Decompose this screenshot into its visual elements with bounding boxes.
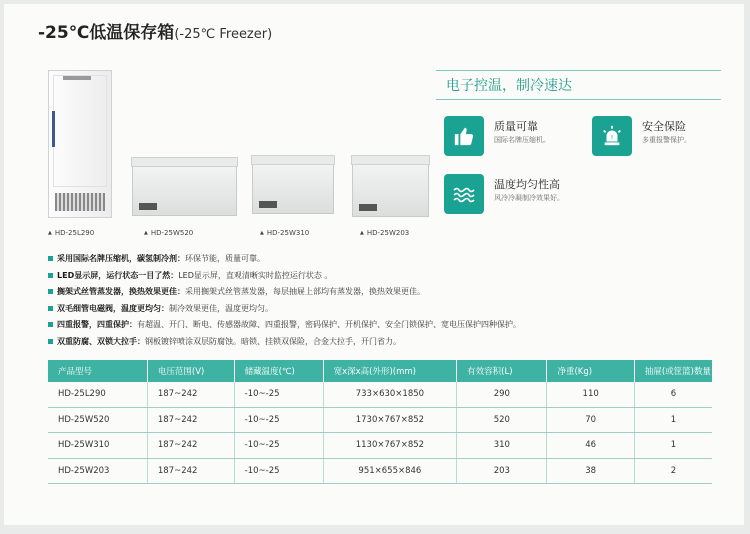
feature-title: 质量可靠 (494, 120, 538, 133)
column-header: 有效容积(L) (457, 360, 547, 382)
page-title (38, 18, 272, 43)
table-cell: 203 (457, 458, 547, 484)
feature-bullet-list (48, 251, 708, 351)
table-cell: 290 (457, 382, 547, 407)
feature-desc: 国际名牌压缩机。 (494, 136, 550, 144)
table-cell: 38 (547, 458, 634, 484)
feature-title: 温度均匀性高 (494, 178, 560, 191)
column-header: 抽屉(或筐篮)数量 (634, 360, 712, 382)
table-cell: 520 (457, 407, 547, 433)
table-cell: -10~-25 (234, 382, 323, 407)
table-cell: 1 (634, 407, 712, 433)
product-caption: ▲ HD-25W520 (144, 229, 193, 237)
bullet-item: 双重防腐、双锁大拉手：钢板镀锌喷涂双层防腐蚀。暗锁、挂锁双保险，合金大拉手，开门省力。 (48, 334, 708, 351)
table-cell: 1730×767×852 (323, 407, 457, 433)
bullet-item: 搁架式丝管蒸发器，换热效果更佳：采用搁架式丝管蒸发器，每层抽屉上部均有蒸发器，换热效果更佳。 (48, 284, 708, 301)
table-cell: 187~242 (147, 433, 234, 459)
table-cell: 310 (457, 433, 547, 459)
chest-freezer-image (252, 160, 334, 214)
product-caption: ▲ HD-25W203 (360, 229, 409, 237)
bullet-item: LED显示屏，运行状态一目了然：LED显示屏，直观清晰实时监控运行状态 。 (48, 268, 708, 285)
feature-title: 安全保险 (642, 120, 686, 133)
column-header: 产品型号 (48, 360, 147, 382)
brochure-page (4, 4, 744, 525)
column-header: 宽x深x高(外形)(mm) (323, 360, 457, 382)
table-cell: HD-25W310 (48, 433, 147, 459)
table-cell: 2 (634, 458, 712, 484)
spec-table (48, 360, 712, 484)
upright-freezer-image (48, 70, 112, 218)
feature-desc: 多重报警保护。 (642, 136, 691, 144)
table-cell: 187~242 (147, 458, 234, 484)
column-header: 净重(Kg) (547, 360, 634, 382)
table-cell: 46 (547, 433, 634, 459)
title-sub: (-25℃ Freezer) (174, 27, 273, 42)
table-cell: 187~242 (147, 382, 234, 407)
feature-headline-text: 电子控温，制冷速达 (446, 78, 572, 94)
table-cell: 6 (634, 382, 712, 407)
chest-freezer-image (132, 162, 237, 216)
table-row (48, 433, 712, 459)
bullet-item: 采用国际名牌压缩机，碳氢制冷剂：环保节能，质量可靠。 (48, 251, 708, 268)
table-cell: -10~-25 (234, 433, 323, 459)
table-cell: 70 (547, 407, 634, 433)
table-cell: -10~-25 (234, 407, 323, 433)
thumbs-up-icon (444, 116, 484, 156)
table-cell: HD-25L290 (48, 382, 147, 407)
svg-text:!: ! (610, 133, 614, 142)
bullet-item: 四重报警，四重保护：有超温、开门、断电、传感器故障、四重报警，密码保护、开机保护、安全门锁保护、宽电压保护四种保护。 (48, 317, 708, 334)
bullet-item: 双毛细管电磁阀，温度更均匀：制冷效果更佳，温度更均匀。 (48, 301, 708, 318)
table-cell: 733×630×1850 (323, 382, 457, 407)
table-cell: 951×655×846 (323, 458, 457, 484)
feature-headline (436, 70, 721, 100)
table-header-row (48, 360, 712, 382)
product-caption: ▲ HD-25L290 (48, 229, 94, 237)
table-row (48, 382, 712, 407)
table-cell: 1130×767×852 (323, 433, 457, 459)
title-main: -25℃低温保存箱 (38, 23, 175, 43)
table-cell: HD-25W520 (48, 407, 147, 433)
chest-freezer-image (352, 160, 429, 217)
product-caption: ▲ HD-25W310 (260, 229, 309, 237)
column-header: 电压范围(V) (147, 360, 234, 382)
table-row (48, 407, 712, 433)
table-cell: 1 (634, 433, 712, 459)
table-row (48, 458, 712, 484)
feature-desc: 风冷冷凝制冷效果好。 (494, 194, 564, 202)
table-cell: HD-25W203 (48, 458, 147, 484)
wave-icon (444, 174, 484, 214)
alarm-light-icon (592, 116, 632, 156)
table-cell: -10~-25 (234, 458, 323, 484)
table-cell: 110 (547, 382, 634, 407)
table-cell: 187~242 (147, 407, 234, 433)
column-header: 储藏温度(℃) (234, 360, 323, 382)
